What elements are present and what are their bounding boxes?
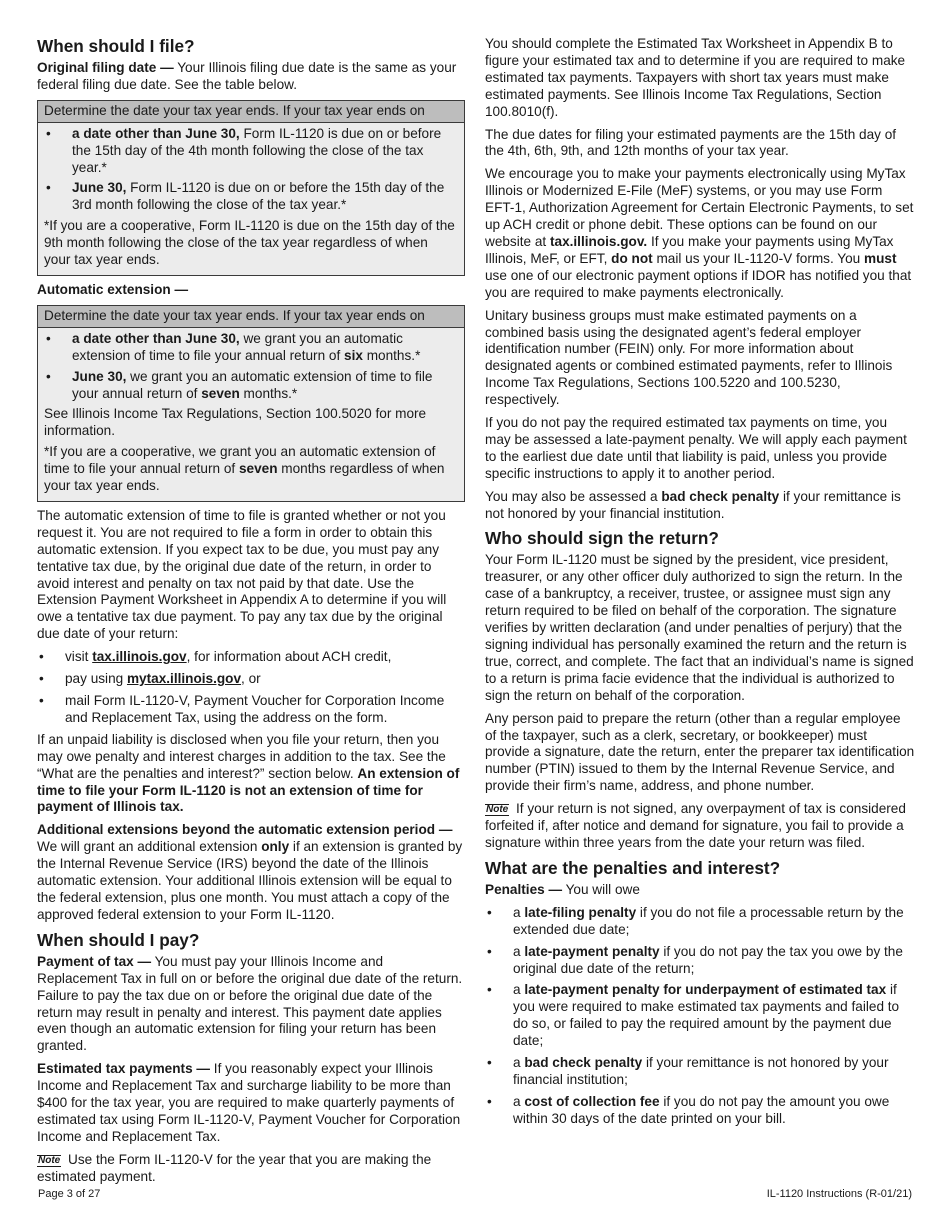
list-item: • a date other than June 30, Form IL-1120 is due on or before the 15th day of the 4th month following the close of the tax year.* <box>44 126 458 177</box>
note-icon: Note <box>486 804 509 816</box>
signature-paragraph: Your Form IL-1120 must be signed by the president, vice president, treasurer, or any other officer duly authorized to sign the return. In the case of a bankruptcy, a receiver, trustee, or assignee must sign any return required to be filed on behalf of the corporation. The signature verifies by written declaration (and under penalties of perjury) that the signing individual has personally examined the return and the return is true, correct, and complete. The fact that an individual’s name is signed to a return is prima facie evidence that the individual is authorized to sign the return on behalf of the corporation. <box>485 552 914 703</box>
late-payment-paragraph: If you do not pay the required estimated tax payments on time, you may be assessed a late-payment penalty. We will apply each payment to the earliest due date until that liability is paid, unless you provide specific instructions to apply it to another period. <box>485 415 907 481</box>
payment-options-list <box>37 649 465 727</box>
list-item: • June 30, Form IL-1120 is due on or before the 15th day of the 3rd month following the close of the tax year.* <box>44 180 458 214</box>
unitary-groups-paragraph: Unitary business groups must make estimated payments on a combined basis using the designated agent’s federal employer identification number (FEIN) only. For more information about designated agents or combined estimated payments, refer to Illinois Income Tax Regulations, Sections 100.5220 and 100.5230, respectively. <box>485 307 893 408</box>
note-unsigned: Note If your return is not signed, any overpayment of tax is considered forfeited if, after notice and demand for signature, you fail to provide a signature within three years from the date your return was filed. <box>485 801 906 850</box>
penalties-list <box>485 905 915 1128</box>
list-item: • a late-payment penalty if you do not pay the tax you owe by the original due date of the return; <box>485 944 915 978</box>
tax-illinois-link[interactable]: tax.illinois.gov <box>92 649 187 665</box>
list-item: • a cost of collection fee if you do not pay the amount you owe within 30 days of the date printed on your bill. <box>485 1094 915 1128</box>
cooperative-note: *If you are a cooperative, Form IL-1120 is due on the 15th day of the 9th month following the close of the tax year regardless of when your tax year ends. <box>44 218 455 268</box>
extension-table <box>37 305 465 502</box>
preparer-paragraph: Any person paid to prepare the return (other than a regular employee of the taxpayer, such as a clerk, secretary, or bookkeeper) must provide a signature, date the return, enter the preparer tax identification number (PTIN) issued to them by the Internal Revenue Service, and provide their firm’s name, address, and phone number. <box>485 710 915 794</box>
note-icon: Note <box>38 1154 61 1166</box>
cooperative-note: *If you are a cooperative, we grant you an automatic extension of time to file your annual return of seven months regardless of when your tax year ends. <box>44 444 445 494</box>
left-column <box>37 36 465 1192</box>
filing-date-table <box>37 100 465 276</box>
penalties-intro: Penalties — You will owe <box>485 881 640 897</box>
mytax-illinois-link[interactable]: mytax.illinois.gov <box>126 671 242 687</box>
list-item: • a date other than June 30, we grant you an automatic extension of time to file your annual return of six months.* <box>44 331 458 365</box>
electronic-payments-paragraph: We encourage you to make your payments electronically using MyTax Illinois or Modernized E-File (MeF) systems, or you may use Form EFT-1, Authorization Agreement for Certain Electronic Payments, to set up ACH credit or phone debit. These options can be found on our website at tax.illinois.gov. If you make your payments using MyTax Illinois, MeF, or EFT, do not mail us your IL-1120-V forms. You must use one of our electronic payment options if IDOR has notified you that you are required to make payments electronically. <box>485 166 914 300</box>
list-item: • pay using mytax.illinois.gov, or <box>37 671 465 688</box>
original-filing-date: Original filing date — Your Illinois filing due date is the same as your federal filing due date. See the table below. <box>37 60 457 92</box>
automatic-extension-paragraph: The automatic extension of time to file is granted whether or not you request it. You are not required to file a form in order to obtain this automatic extension. If you expect tax to be due, you must pay any tentative tax due, by the original due date of the return, in order to avoid interest and penalty on tax not paid by that date. Use the Extension Payment Worksheet in Appendix A to determine if you will owe a tentative tax due payment. To pay any tax due by the original due date of your return: <box>37 507 447 642</box>
who-sign-heading: Who should sign the return? <box>485 528 719 549</box>
list-item: • a late-filing penalty if you do not file a processable return by the extended due date; <box>485 905 915 939</box>
payment-of-tax-paragraph: Payment of tax — You must pay your Illinois Income and Replacement Tax in full on or before the original due date of the return. Failure to pay the tax due on or before the original due date of the return may result in penalty and interest. This payment date applies even though an automatic extension for filing your return has been granted. <box>37 953 463 1054</box>
additional-extensions-paragraph: Additional extensions beyond the automatic extension period — We will grant an additional extension only if an extension is granted by the Internal Revenue Service (IRS) beyond the date of the Illinois automatic extension. Your additional Illinois extension will be equal to the federal extension, plus one month. You must attach a copy of the approved federal extension to your Form IL-1120. <box>37 822 463 922</box>
table-header: Determine the date your tax year ends. If your tax year ends on <box>38 101 464 123</box>
list-item: • June 30, we grant you an automatic extension of time to file your annual return of seven months.* <box>44 369 458 403</box>
list-item: • mail Form IL-1120-V, Payment Voucher for Corporation Income and Replacement Tax, using the address on the form. <box>37 693 465 727</box>
unpaid-liability-paragraph: If an unpaid liability is disclosed when you file your return, then you may owe penalty and interest charges in addition to the tax. See the “What are the penalties and interest?” section below. An extension of time to file your Form IL-1120 is not an extension of time for payment of Illinois tax. <box>37 731 460 815</box>
estimated-payments-paragraph: Estimated tax payments — If you reasonably expect your Illinois Income and Replacement Tax and surcharge liability to be more than $400 for the tax year, you are required to make quarterly payments of estimated tax using Form IL-1120-V, Payment Voucher for Corporation Income and Replacement Tax. <box>37 1061 461 1144</box>
bad-check-paragraph: You may also be assessed a bad check penalty if your remittance is not honored by your financial institution. <box>485 488 901 521</box>
due-dates-paragraph: The due dates for filing your estimated payments are the 15th day of the 4th, 6th, 9th, and 12th months of your tax year. <box>485 126 897 159</box>
worksheet-paragraph: You should complete the Estimated Tax Worksheet in Appendix B to figure your estimated tax and to determine if you are required to make estimated tax payments. Taxpayers with short tax years must make estimated payments. See Illinois Income Tax Regulations, Section 100.8010(f). <box>485 36 906 119</box>
penalties-heading: What are the penalties and interest? <box>485 857 781 878</box>
regulation-reference: See Illinois Income Tax Regulations, Section 100.5020 for more information. <box>44 406 427 439</box>
page-number: Page 3 of 27 <box>38 1188 101 1200</box>
table-header: Determine the date your tax year ends. If your tax year ends on <box>38 306 464 328</box>
form-identifier: IL-1120 Instructions (R-01/21) <box>766 1188 912 1200</box>
right-column <box>485 36 915 1133</box>
note-voucher: Note Use the Form IL-1120-V for the year that you are making the estimated payment. <box>37 1151 432 1184</box>
list-item: • a late-payment penalty for underpayment of estimated tax if you were required to make estimated tax payments and failed to do so, or failed to pay the required amount by the payment due date; <box>485 982 915 1050</box>
when-file-heading: When should I file? <box>37 36 195 56</box>
list-item: • a bad check penalty if your remittance is not honored by your financial institution; <box>485 1055 915 1089</box>
when-pay-heading: When should I pay? <box>37 929 200 950</box>
automatic-extension-label: Automatic extension — <box>37 281 189 297</box>
list-item: • visit tax.illinois.gov, for information about ACH credit, <box>37 649 465 666</box>
